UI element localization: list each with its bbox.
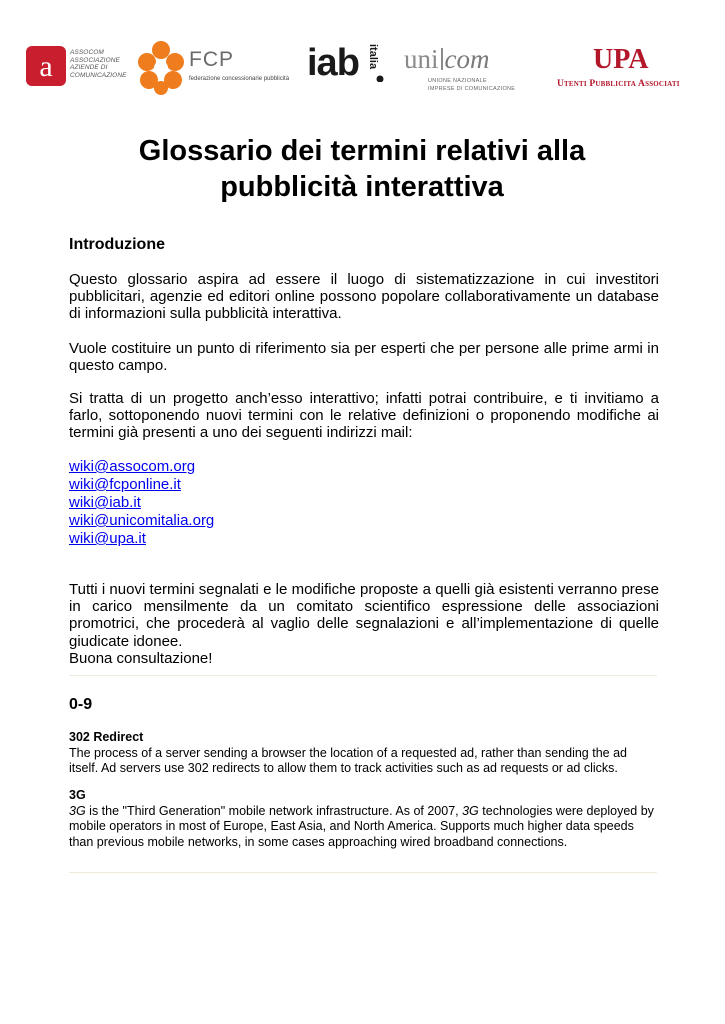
title-line: pubblicità interattiva — [220, 171, 504, 203]
section-divider — [69, 675, 657, 676]
fcp-name: FCP — [189, 48, 234, 71]
glossary-entry — [69, 788, 659, 850]
definition-text: technologies were deployed by mobile operators in most of Europe, East Asia, and North America. Supports much higher data speeds than previous mobile networks, in some cases approaching wired broadband connections. — [69, 803, 654, 849]
glossary-term: 302 Redirect — [69, 730, 144, 744]
unicom-logo — [404, 44, 544, 94]
fcp-logo — [137, 40, 307, 96]
email-list — [69, 458, 214, 548]
glossary-entry — [69, 730, 659, 777]
definition-text: is the "Third Generation" mobile network infrastructure. As of 2007, — [85, 803, 463, 818]
assocom-line: ASSOCIAZIONE — [70, 56, 120, 64]
unicom-bar — [441, 48, 443, 70]
upa-subtitle: Utenti Pubblicita Associati — [557, 79, 680, 89]
unicom-subtitle — [428, 77, 515, 93]
partner-logos — [0, 38, 725, 100]
intro-heading: Introduzione — [69, 236, 165, 253]
fcp-flower-icon — [137, 40, 185, 96]
definition-italic: 3G — [462, 803, 479, 818]
email-link-assocom[interactable]: wiki@assocom.org — [69, 458, 196, 475]
assocom-line: AZIENDE DI — [70, 64, 108, 71]
title-line: Glossario dei termini relativi alla — [138, 135, 586, 167]
assocom-line: ASSOCOM — [70, 49, 104, 56]
intro-paragraph: Vuole costituire un punto di riferimento sia per esperti che per persone alle prime armi in questo campo. — [69, 340, 659, 375]
definition-italic: 3G — [69, 803, 86, 818]
section-divider — [69, 872, 657, 873]
assocom-logo-mark — [26, 46, 66, 86]
iab-logo — [307, 38, 397, 100]
upa-name: UPA — [593, 44, 649, 75]
email-link-fcp[interactable]: wiki@fcponline.it — [69, 476, 181, 493]
fcp-subtitle: federazione concessionarie pubblicità — [189, 76, 290, 82]
section-heading: 0-9 — [69, 696, 93, 713]
intro-paragraph: Questo glossario aspira ad essere il luogo di sistematizzazione in cui investitori pubblicitari, agenzie ed editori online possono popolare collaborativamente un database di informazioni sulla pubblicità interattiva. — [69, 271, 659, 323]
unicom-subtitle-line: IMPRESE DI COMUNICAZIONE — [428, 86, 516, 92]
assocom-line: COMUNICAZIONE — [70, 71, 127, 79]
email-link-unicom[interactable]: wiki@unicomitalia.org — [69, 512, 215, 529]
unicom-name-a: uni — [404, 44, 439, 74]
iab-name: iab — [307, 42, 359, 84]
svg-text:a: a — [39, 50, 53, 83]
email-link-upa[interactable]: wiki@upa.it — [69, 530, 146, 547]
intro-paragraph: Si tratta di un progetto anch’esso interattivo; infatti potrai contribuire, e ti invitiamo a farlo, sottoponendo nuovi termini con le relative definizioni o proponendo modifiche ai termini già presenti a uno dei seguenti indirizzi mail: — [69, 390, 659, 442]
sign-off: Buona consultazione! — [69, 650, 213, 667]
unicom-name — [404, 44, 490, 75]
unicom-subtitle-line: UNIONE NAZIONALE — [428, 78, 487, 84]
unicom-name-b: com — [444, 44, 490, 74]
closing-paragraph: Tutti i nuovi termini segnalati e le modifiche proposte a quelli già esistenti verranno prese in carico mensilmente da un comitato scientifico espressione delle associazioni promotrici, che procederà al vaglio delle segnalazioni e all’implementazione di quelle giudicate idonee. — [69, 581, 659, 650]
upa-logo — [553, 44, 683, 94]
glossary-definition: The process of a server sending a browser the location of a requested ad, rather than sending the ad itself. Ad servers use 302 redirects to allow them to track activities such as ad requests or ad clicks. — [69, 745, 627, 775]
document-title — [68, 133, 656, 205]
email-link-iab[interactable]: wiki@iab.it — [69, 494, 141, 511]
iab-suffix: italia — [367, 44, 379, 70]
glossary-definition — [69, 804, 659, 851]
assocom-logo — [26, 46, 136, 88]
glossary-term: 3G — [69, 788, 86, 802]
